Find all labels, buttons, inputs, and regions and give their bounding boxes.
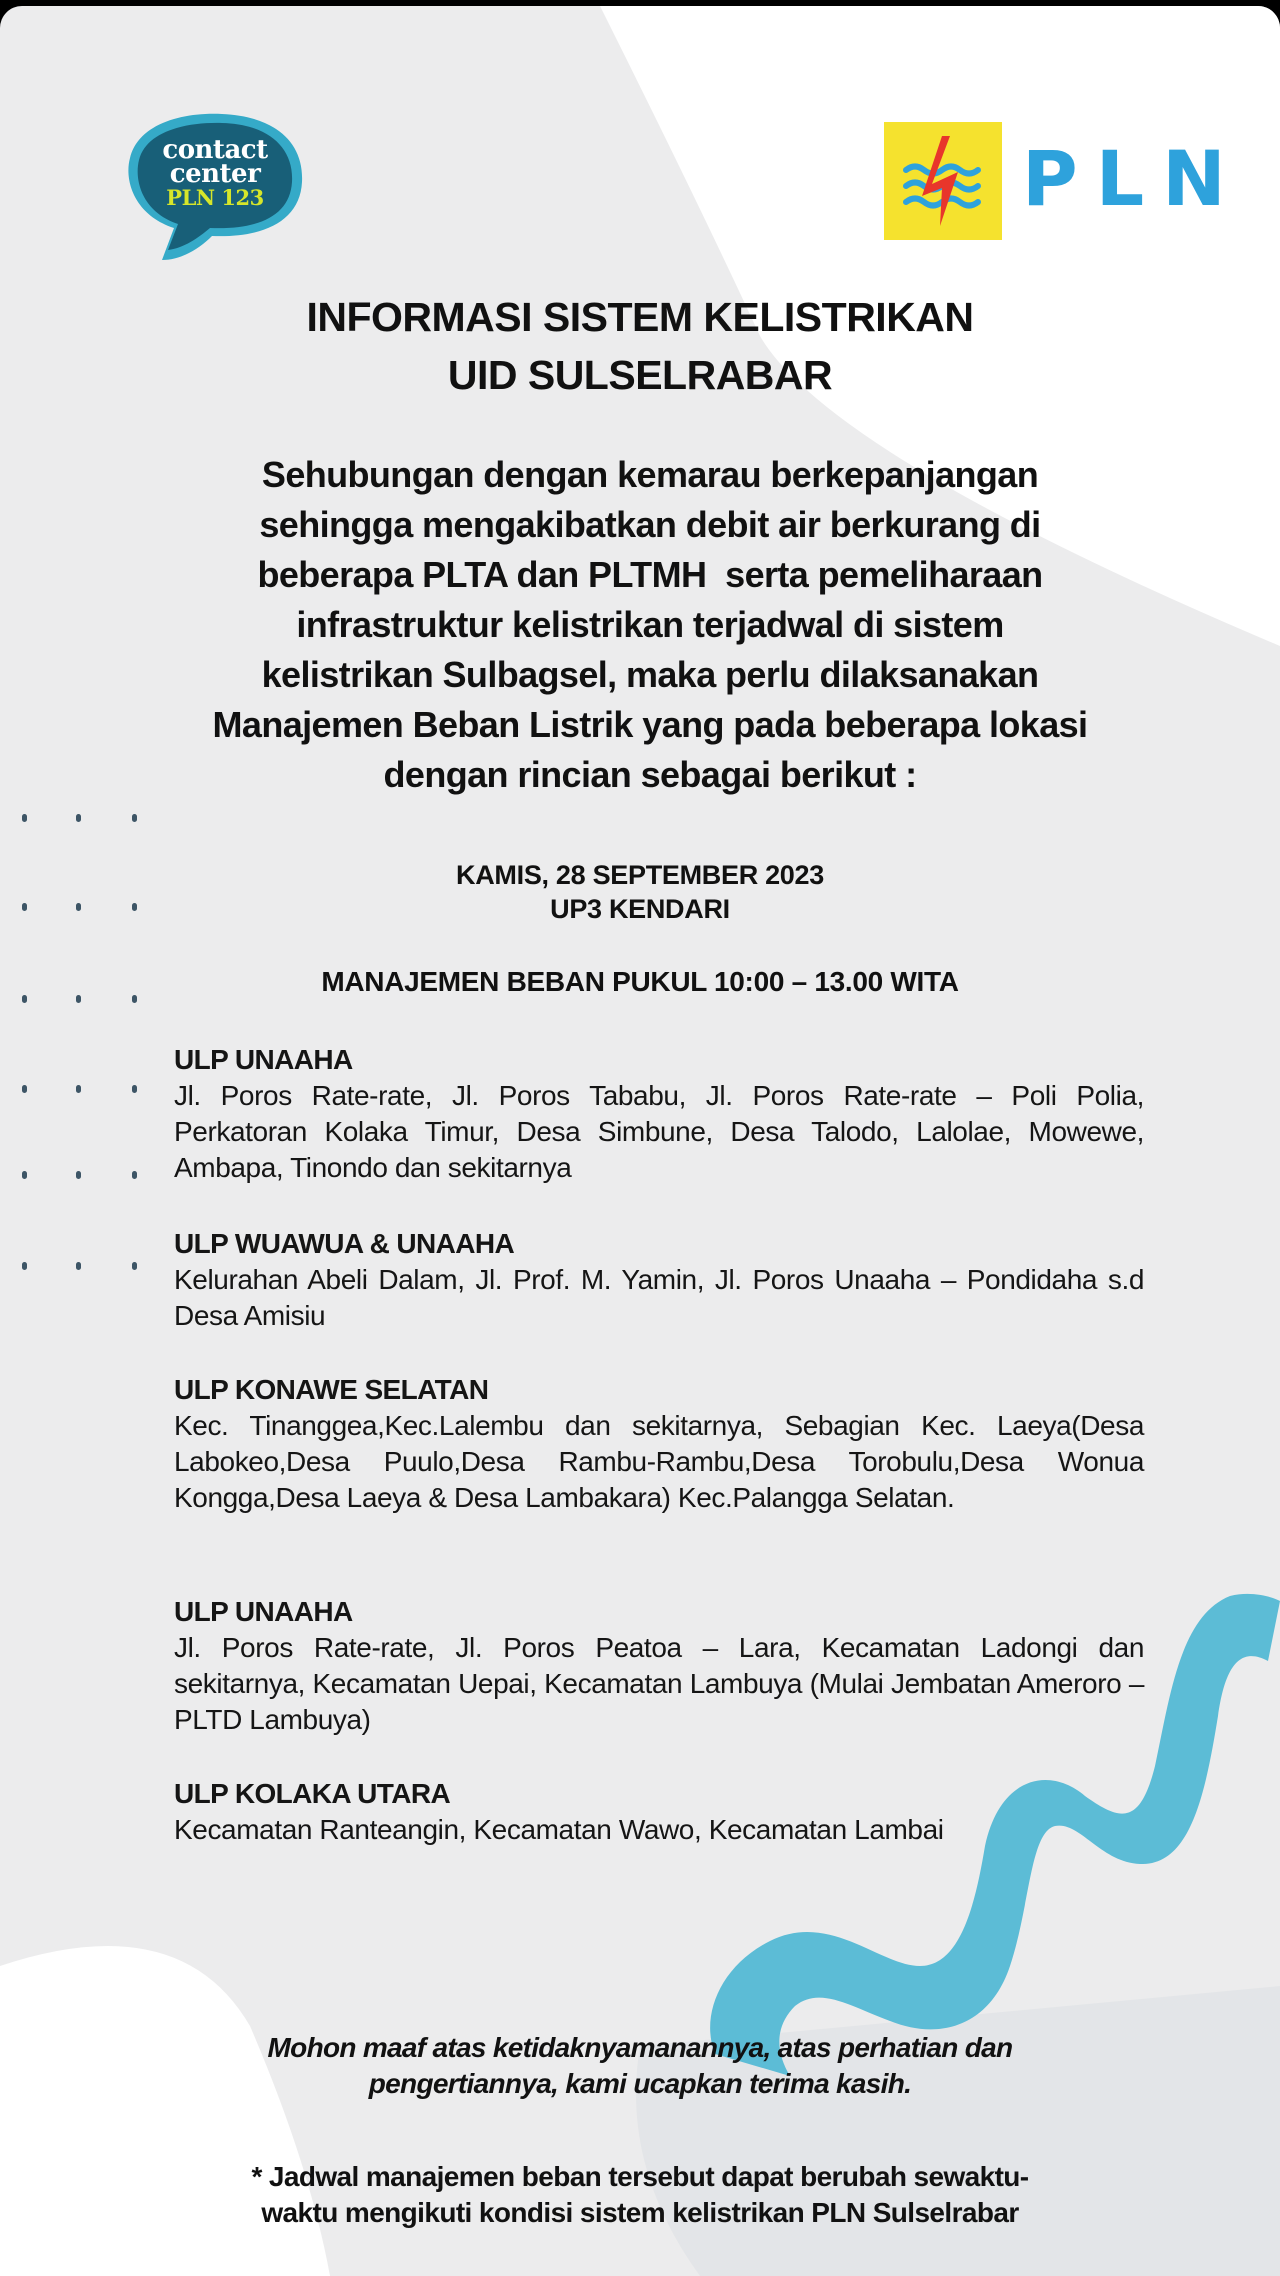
closing-message: [0, 2030, 1280, 2102]
schedule-date: KAMIS, 28 SEPTEMBER 2023: [456, 860, 824, 890]
area-title: ULP KOLAKA UTARA: [174, 1778, 451, 1809]
area-title: ULP WUAWUA & UNAAHA: [174, 1228, 515, 1259]
intro-line: Manajemen Beban Listrik yang pada beberapa lokasi: [212, 704, 1088, 745]
contact-center-text: [122, 135, 308, 210]
area-title: ULP UNAAHA: [174, 1596, 353, 1627]
intro-line: Sehubungan dengan kemarau berkepanjangan: [261, 454, 1039, 495]
intro-line: kelistrikan Sulbagsel, maka perlu dilaksanakan: [261, 654, 1039, 695]
note-line: * Jadwal manajemen beban tersebut dapat berubah sewaktu-: [251, 2161, 1029, 2192]
contact-center-line2: center: [169, 159, 261, 189]
intro-paragraph: [130, 450, 1170, 800]
intro-line: beberapa PLTA dan PLTMH serta pemeliharaan: [257, 554, 1043, 595]
area-title: ULP KONAWE SELATAN: [174, 1374, 489, 1405]
area-title: ULP UNAAHA: [174, 1044, 353, 1075]
area-section: [174, 1226, 1144, 1334]
contact-center-logo: [122, 110, 308, 280]
area-section: [174, 1372, 1144, 1516]
area-section: [174, 1776, 1144, 1848]
area-body: Jl. Poros Rate-rate, Jl. Poros Peatoa – Lara, Kecamatan Ladongi dan sekitarnya, Kecamatan Uepai, Kecamatan Lambuya (Mulai Jembatan Ameroro – PLTD Lambuya): [174, 1632, 1144, 1735]
intro-line: infrastruktur kelistrikan terjadwal di sistem: [296, 604, 1004, 645]
closing-line: pengertiannya, kami ucapkan terima kasih.: [368, 2068, 912, 2099]
page-title: [0, 288, 1280, 404]
intro-line: sehingga mengakibatkan debit air berkurang di: [259, 504, 1041, 545]
note-line: waktu mengikuti kondisi sistem kelistrikan PLN Sulselrabar: [261, 2197, 1019, 2228]
schedule-time: MANAJEMEN BEBAN PUKUL 10:00 – 13.00 WITA: [321, 966, 959, 997]
area-body: Kecamatan Ranteangin, Kecamatan Wawo, Kecamatan Lambai: [174, 1814, 944, 1845]
intro-line: dengan rincian sebagai berikut :: [383, 754, 917, 795]
title-line1: INFORMASI SISTEM KELISTRIKAN: [306, 294, 974, 340]
pln-logo-mark: [884, 122, 1002, 240]
lightning-waves-icon: [884, 122, 1002, 240]
contact-center-line1: contact: [162, 135, 268, 165]
closing-line: Mohon maaf atas ketidaknyamanannya, atas perhatian dan: [267, 2032, 1013, 2063]
pln-wordmark: PLN: [1022, 134, 1244, 223]
area-body: Kec. Tinanggea,Kec.Lalembu dan sekitarnya, Sebagian Kec. Laeya(Desa Labokeo,Desa Puulo,Desa Rambu-Rambu,Desa Torobulu,Desa Wonua Kongga,Desa Laeya & Desa Lambakara) Kec.Palangga Selatan.: [174, 1410, 1144, 1513]
title-line2: UID SULSELRABAR: [447, 352, 833, 398]
contact-center-line3: PLN 123: [166, 185, 264, 210]
schedule-unit: UP3 KENDARI: [550, 894, 730, 924]
area-body: Kelurahan Abeli Dalam, Jl. Prof. M. Yamin, Jl. Poros Unaaha – Pondidaha s.d Desa Amisiu: [174, 1264, 1144, 1331]
schedule-date-block: [0, 858, 1280, 926]
schedule-change-note: [0, 2159, 1280, 2231]
announcement-poster: [0, 6, 1280, 2276]
area-section: [174, 1594, 1144, 1738]
area-body: Jl. Poros Rate-rate, Jl. Poros Tababu, Jl. Poros Rate-rate – Poli Polia, Perkatoran Kolaka Timur, Desa Simbune, Desa Talodo, Lalolae, Mowewe, Ambapa, Tinondo dan sekitarnya: [174, 1080, 1144, 1183]
area-section: [174, 1042, 1144, 1186]
